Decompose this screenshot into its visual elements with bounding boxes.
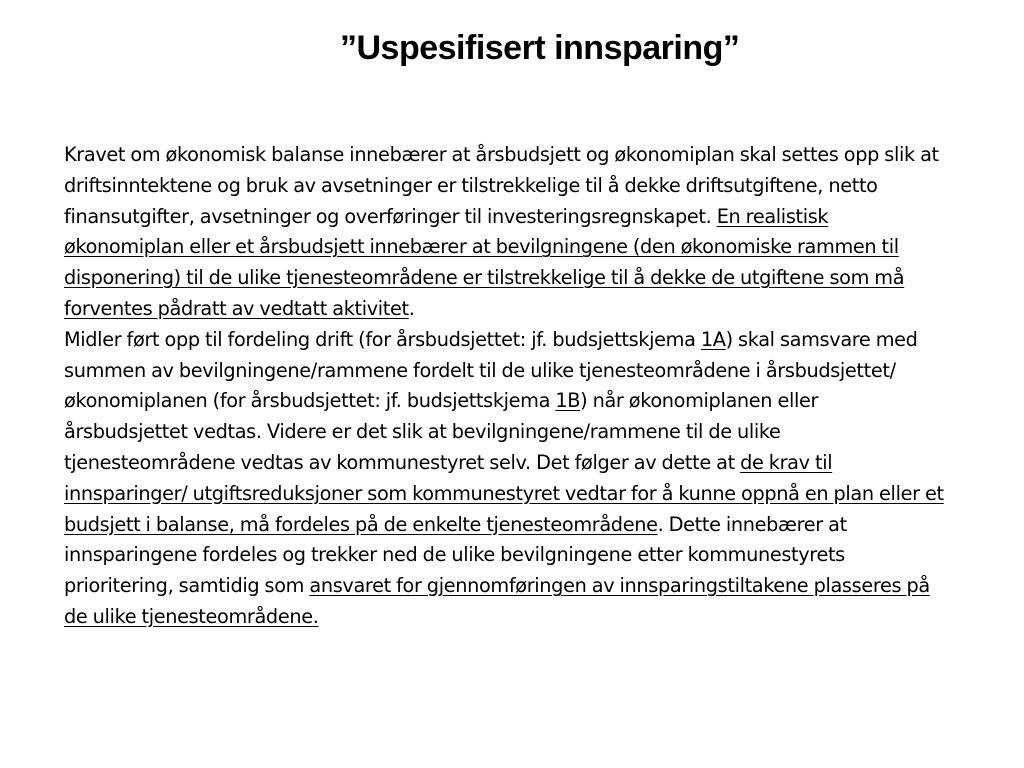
slide-title: ”Uspesifisert innsparing” xyxy=(340,29,740,67)
paragraph-distribution xyxy=(64,325,944,633)
paragraph-text: . Dette innebærer at innsparingene fordeles og trekker ned de ulike bevilgningene etter kommunestyrets prioritering, samtidig som xyxy=(64,512,847,598)
budget-form-1a-link[interactable]: 1A xyxy=(700,327,726,351)
underlined-emphasis: de krav til innsparinger/ utgiftsreduksjoner som kommunestyret vedtar for å kunne oppnå en plan eller et budsjett i balanse, må fordeles på de enkelte tjenesteområdene xyxy=(64,450,944,536)
paragraph-text: Midler ført opp til fordeling drift (for årsbudsjettet: jf. budsjettskjema xyxy=(64,327,701,351)
paragraph-economic-balance xyxy=(64,140,944,325)
paragraph-text: ) når økonomiplanen eller årsbudsjettet vedtas. Videre er det slik at bevilgningene/rammene til de ulike tjenesteområdene vedtas av kommunestyret selv. Det følger av dette at xyxy=(64,389,819,474)
underlined-emphasis: En realistisk økonomiplan eller et årsbudsjett innebærer at bevilgningene (den økonomiske rammen til disponering) til de ulike tjenesteområdene er tilstrekkelige til å dekke de utgiftene som må forventes pådratt av vedtatt aktivitet xyxy=(64,204,905,320)
underlined-emphasis: ansvaret for gjennomføringen av innsparingstiltakene plasseres på de ulike tjenesteområdene. xyxy=(64,574,930,628)
slide-body xyxy=(64,140,944,633)
paragraph-text: ) skal samsvare med summen av bevilgningene/rammene fordelt til de ulike tjenesteområdene i årsbudsjettet/økonomiplanen (for årsbudsjettet: jf. budsjettskjema xyxy=(64,327,918,413)
paragraph-text: Kravet om økonomisk balanse innebærer at årsbudsjett og økonomiplan skal settes opp slik at driftsinntektene og bruk av avsetninger er tilstrekkelige til å dekke driftsutgiftene, netto finansutgifter, avsetninger og overføringer til investeringsregnskapet. xyxy=(64,143,939,228)
budget-form-1b-link[interactable]: 1B xyxy=(555,389,581,413)
paragraph-text: . xyxy=(408,296,415,320)
